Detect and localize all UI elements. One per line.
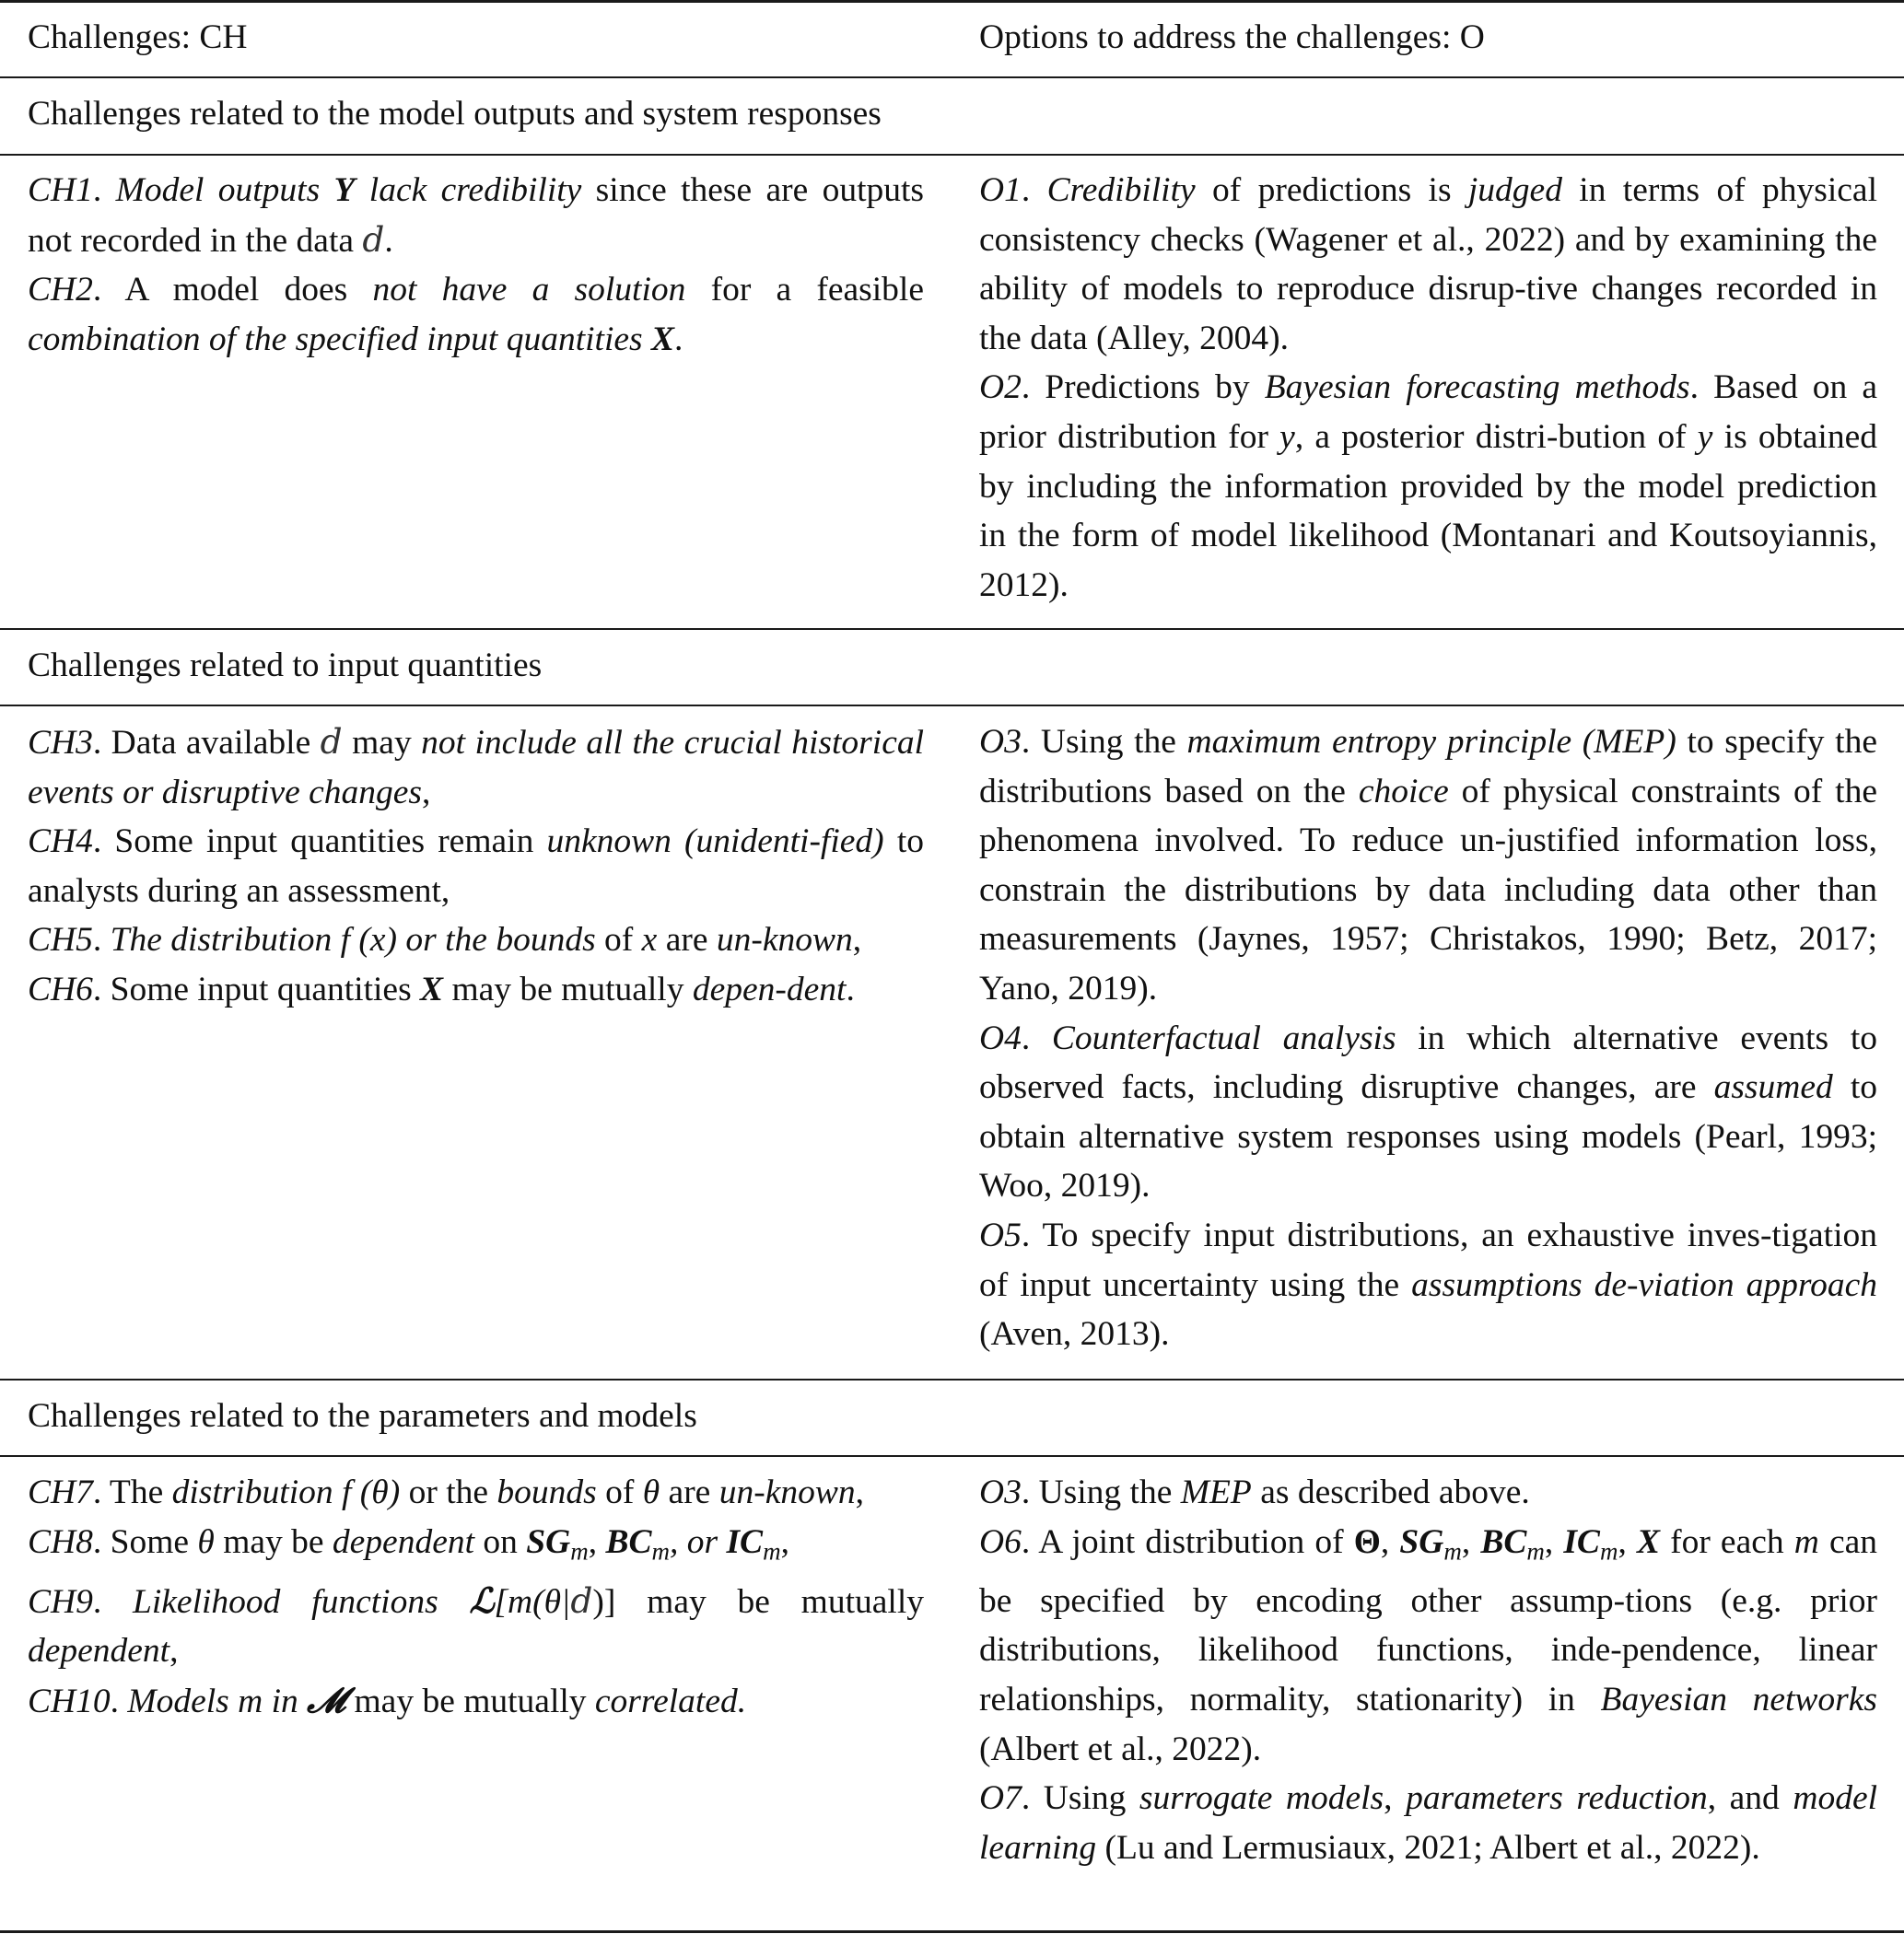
data-symbol: d xyxy=(570,1579,593,1621)
option-o2: O2. Predictions by Bayesian forecasting methods. Based on a prior distribution for y, a posterior distri-bution of y is obtained by including the information provided by the model prediction in the form of model likelihood (Montanari and Koutsoyiannis, 2012). xyxy=(979,368,1878,604)
symbol-IC: IC xyxy=(726,1522,764,1561)
challenge-id: CH5 xyxy=(28,921,93,960)
challenge-id: CH10 xyxy=(28,1682,111,1720)
symbol-BC: BC xyxy=(1480,1522,1527,1561)
section-1-title-rule xyxy=(0,154,1904,156)
challenge-ch8: CH8. Some θ may be dependent on $SG_m$, $BC_m$, or $IC_m$, xyxy=(28,1522,789,1566)
option-o1: O1. Credibility of predictions is judged in terms of physical consistency checks (Wagener et al., 2022) and by examining the ability of models to reproduce disrup-tive changes recorded in the data (Alley, 2004). xyxy=(979,171,1877,357)
challenges-cell-parameters xyxy=(28,1468,924,1727)
challenge-id: CH7 xyxy=(28,1474,93,1511)
data-symbol: d xyxy=(320,721,343,762)
symbol-SG: SG xyxy=(1399,1522,1444,1561)
challenge-ch4: CH4. Some input quantities remain unknown (unidenti-fied) to analysts during an assessment, xyxy=(28,822,924,910)
column-header-challenges: Challenges: CH xyxy=(28,18,248,56)
challenge-ch2: CH2. A model does not have a solution for a feasible combination of the specified input quantities X. xyxy=(28,271,924,358)
section-2-title-rule xyxy=(0,705,1904,706)
column-header-options: Options to address the challenges: O xyxy=(979,18,1485,56)
option-id: O3 xyxy=(979,723,1022,761)
section-title-outputs: Challenges related to the model outputs and system responses xyxy=(28,95,882,133)
option-id: O5 xyxy=(979,1216,1022,1254)
challenge-ch1: CH1. Model outputs Y lack credibility since these are outputs not recorded in the data d. xyxy=(28,171,925,260)
section-2-top-rule xyxy=(0,628,1904,630)
option-o4: O4. Counterfactual analysis in which alternative events to observed facts, including disruptive changes, are assumed to obtain alternative system responses using models (Pearl, 1993; Woo, 2019). xyxy=(979,1019,1877,1206)
challenge-ch6: CH6. Some input quantities X may be mutually depen-dent. xyxy=(28,970,855,1008)
challenge-id: CH8 xyxy=(28,1522,93,1561)
symbol-X: X xyxy=(651,320,675,358)
challenge-id: CH1 xyxy=(28,171,93,209)
challenge-id: CH9 xyxy=(28,1582,93,1621)
challenge-id: CH4 xyxy=(28,822,93,861)
symbol-IC: IC xyxy=(1563,1522,1600,1561)
options-cell-inputs xyxy=(979,717,1877,1359)
model-set-symbol: 𝓜 xyxy=(307,1679,346,1720)
option-o7: O7. Using surrogate models, parameters reduction, and model learning (Lu and Lermusiaux, 2021; Albert et al., 2022). xyxy=(979,1779,1878,1867)
challenge-ch3: CH3. Data available d may not include all the crucial historical events or disruptive changes, xyxy=(28,721,925,811)
likelihood-symbol: ℒ xyxy=(469,1579,495,1621)
challenge-ch10: CH10. Models m in 𝓜 may be mutually correlated. xyxy=(28,1679,747,1720)
challenges-cell-inputs xyxy=(28,717,924,1015)
option-o3: O3. Using the maximum entropy principle (MEP) to specify the distributions based on the choice of physical constraints of the phenomena involved. To reduce un-justified information loss, constrain the distributions by data including data other than measurements (Jaynes, 1957; Christakos, 1990; Betz, 2017; Yano, 2019). xyxy=(979,723,1877,1008)
option-id: O3 xyxy=(979,1474,1022,1511)
challenge-ch5: CH5. The distribution f (x) or the bounds of x are un-known, xyxy=(28,921,862,960)
option-o3-repeat: O3. Using the MEP as described above. xyxy=(979,1474,1530,1511)
symbol-Y: Y xyxy=(333,171,356,209)
section-title-inputs: Challenges related to input quantities xyxy=(28,647,543,684)
section-3-top-rule xyxy=(0,1379,1904,1381)
option-id: O6 xyxy=(979,1522,1022,1561)
challenge-ch7: CH7. The distribution f (θ) or the bounds of θ are un-known, xyxy=(28,1474,864,1511)
challenge-id: CH2 xyxy=(28,271,93,309)
symbol-SG: SG xyxy=(526,1522,571,1561)
challenge-id: CH6 xyxy=(28,970,93,1008)
option-id: O2 xyxy=(979,368,1022,407)
symbol-BC: BC xyxy=(605,1522,652,1561)
header-rule xyxy=(0,76,1904,78)
challenges-cell-outputs xyxy=(28,166,924,364)
option-id: O1 xyxy=(979,171,1022,209)
top-rule xyxy=(0,0,1904,3)
options-cell-outputs xyxy=(979,166,1877,610)
challenge-ch9: CH9. Likelihood functions ℒ[m(θ|d)] may be mutually dependent, xyxy=(28,1579,924,1671)
symbol-X: X xyxy=(420,970,444,1008)
option-id: O7 xyxy=(979,1779,1022,1818)
bottom-rule xyxy=(0,1930,1904,1933)
section-title-parameters: Challenges related to the parameters and models xyxy=(28,1397,697,1435)
symbol-X: X xyxy=(1636,1522,1660,1561)
symbol-Theta: Θ xyxy=(1353,1522,1381,1561)
challenge-id: CH3 xyxy=(28,724,93,762)
option-o5: O5. To specify input distributions, an exhaustive inves-tigation of input uncertainty using the assumptions de-viation approach (Aven, 2013). xyxy=(979,1216,1878,1354)
section-3-title-rule xyxy=(0,1455,1904,1457)
option-id: O4 xyxy=(979,1019,1022,1057)
data-symbol: d xyxy=(362,218,385,260)
options-cell-parameters xyxy=(979,1468,1877,1872)
option-o6: O6. A joint distribution of Θ, $SG_m$, $BC_m$, $IC_m$, X for each m can be specified by encoding other assump-tions (e.g. prior distributions, likelihood functions, inde-pendence, linear relationships, normality, stationarity) in Bayesian networks (Albert et al., 2022). xyxy=(979,1522,1878,1768)
